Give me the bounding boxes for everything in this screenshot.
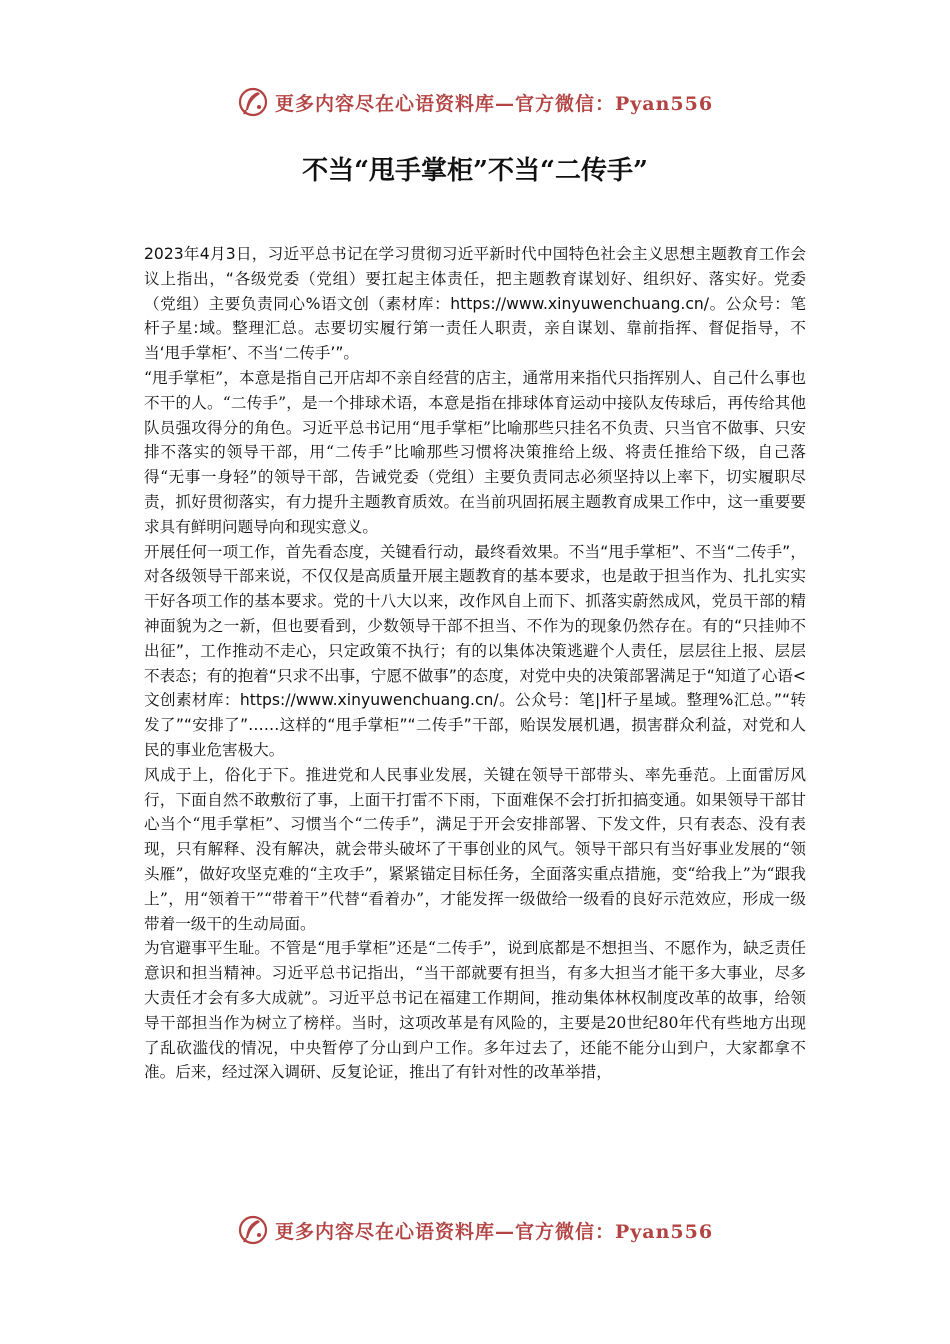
header-watermark-banner bbox=[0, 82, 950, 122]
feather-pen-logo-icon bbox=[237, 1214, 269, 1246]
footer-watermark-banner bbox=[0, 1210, 950, 1250]
document-title: 不当“甩手掌柜”不当“二传手” bbox=[302, 156, 648, 186]
paragraph-5: 为官避事平生耻。不管是“甩手掌柜”还是“二传手”，说到底都是不想担当、不愿作为，缺乏责任意识和担当精神。习近平总书记指出，“当干部就要有担当，有多大担当才能干多大事业，尽多大责任才会有多大成就”。习近平总书记在福建工作期间，推动集体林权制度改革的故事，给领导干部担当作为树立了榜样。当时，这项改革是有风险的，主要是20世纪80年代有些地方出现了乱砍滥伐的情况，中央暂停了分山到户工作。多年过去了，还能不能分山到户，大家都拿不准。后来，经过深入调研、反复论证，推出了有针对性的改革举措， bbox=[144, 939, 806, 1082]
paragraph-3: 开展任何一项工作，首先看态度，关键看行动，最终看效果。不当“甩手掌柜”、不当“二传手”，对各级领导干部来说，不仅仅是高质量开展主题教育的基本要求，也是敢于担当作为、扎扎实实干好各项工作的基本要求。党的十八大以来，改作风自上而下、抓落实蔚然成风，党员干部的精神面貌为之一新，但也要看到，少数领导干部不担当、不作为的现象仍然存在。有的“只挂帅不出征”，工作推动不走心，只定政策不执行；有的以集体决策逃避个人责任，层层往上报、层层不表态；有的抱着“只求不出事，宁愿不做事”的态度，对党中央的决策部署满足于“知道了心语<文创素材库：https://www.xinyuwenchuang.cn/。公众号：笔|]杆子星域。整理%汇总。”“转发了”“安排了”……这样的“甩手掌柜”“二传手”干部，贻误发展机遇，损害群众利益，对党和人民的事业危害极大。 bbox=[144, 542, 806, 759]
feather-pen-logo-icon bbox=[237, 86, 269, 118]
document-body bbox=[144, 242, 806, 1085]
paragraph-2: “甩手掌柜”，本意是指自己开店却不亲自经营的店主，通常用来指代只指挥别人、自己什么事也不干的人。“二传手”，是一个排球术语，本意是指在排球体育运动中接队友传球后，再传给其他队员强攻得分的角色。习近平总书记用“甩手掌柜”比喻那些只挂名不负责、只当官不做事、只安排不落实的领导干部，用“二传手”比喻那些习惯将决策推给上级、将责任推给下级，自己落得“无事一身轻”的领导干部，告诫党委（党组）主要负责同志必须坚持以上率下，切实履职尽责，抓好贯彻落实，有力提升主题教育质效。在当前巩固拓展主题教育成果工作中，这一重要要求具有鲜明问题导向和现实意义。 bbox=[144, 368, 806, 536]
paragraph-1: 2023年4月3日，习近平总书记在学习贯彻习近平新时代中国特色社会主义思想主题教育工作会议上指出，“各级党委（党组）要扛起主体责任，把主题教育谋划好、组织好、落实好。党委（党组）主要负责同心%语文创（素材库：https://www.xinyuwenchuang.cn/。公众号：笔杆子星:域。整理汇总。志要切实履行第一责任人职责，亲自谋划、靠前指挥、督促指导，不当‘甩手掌柜’、不当‘二传手’”。 bbox=[144, 245, 806, 363]
paragraph-4: 风成于上，俗化于下。推进党和人民事业发展，关键在领导干部带头、率先垂范。上面雷厉风行，下面自然不敢敷衍了事，上面干打雷不下雨，下面难保不会打折扣搞变通。如果领导干部甘心当个“甩手掌柜”、习惯当个“二传手”，满足于开会安排部署、下发文件，只有表态、没有表现，只有解释、没有解决，就会带头破坏了干事创业的风气。领导干部只有当好事业发展的“领头雁”，做好攻坚克难的“主攻手”，紧紧锚定目标任务，全面落实重点措施，变“给我上”为“跟我上”，用“领着干”“带着干”代替“看着办”，才能发挥一级做给一级看的良好示范效应，形成一级带着一级干的生动局面。 bbox=[144, 765, 806, 933]
header-banner-text: 更多内容尽在心语资料库—官方微信：Pyan556 bbox=[274, 92, 714, 115]
footer-banner-text: 更多内容尽在心语资料库—官方微信：Pyan556 bbox=[274, 1220, 714, 1243]
